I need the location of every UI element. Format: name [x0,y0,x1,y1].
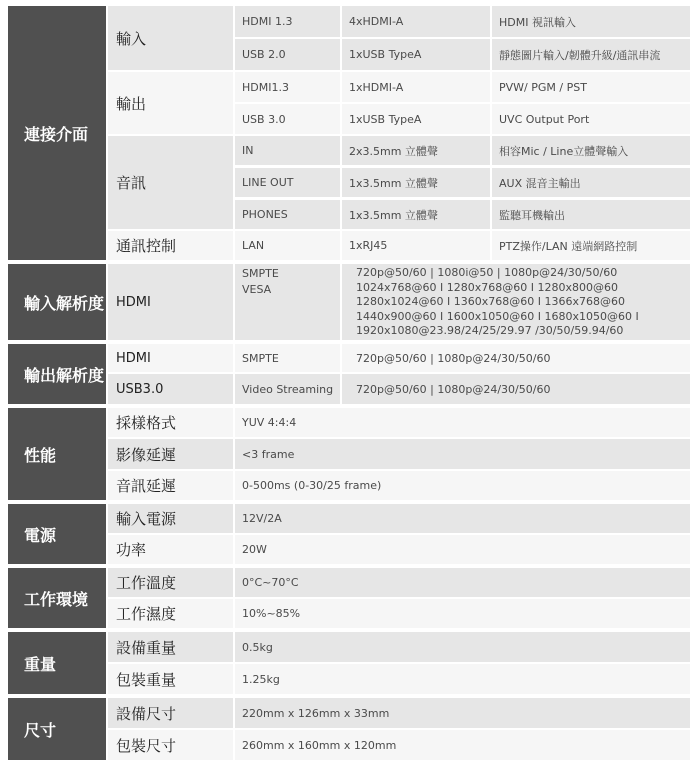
value-video-latency: <3 frame [235,439,690,469]
label-device-weight: 設備重量 [108,632,233,662]
port-usb30: USB 3.0 [235,104,340,134]
label-hdmi-output-res: HDMI [108,344,233,372]
desc-phones: 監聽耳機輸出 [492,200,690,229]
port-hdmi13: HDMI 1.3 [235,6,340,37]
label-hdmi-input-res: HDMI [108,264,233,340]
port-phones: PHONES [235,200,340,229]
desc-audio-in: 相容Mic / Line立體聲輸入 [492,136,690,165]
label-output: 輸出 [108,72,233,134]
input-res-standards [235,264,340,340]
port-lan: LAN [235,231,340,260]
desc-usb-out: UVC Output Port [492,104,690,134]
qty-usb-in: 1xUSB TypeA [342,39,490,70]
label-control: 通訊控制 [108,231,233,260]
value-package-weight: 1.25kg [235,664,690,694]
category-dimensions: 尺寸 [8,698,106,760]
input-res-line: 720p@50/60 | 1080i@50 | 1080p@24/30/50/60 [356,266,618,279]
qty-hdmi-in: 4xHDMI-A [342,6,490,37]
output-res-value-hdmi: 720p@50/60 | 1080p@24/30/50/60 [342,344,690,372]
input-res-line: 1440x900@60 I 1600x1050@60 I 1680x1050@60 I [356,309,639,323]
value-sampling: YUV 4:4:4 [235,408,690,437]
category-connectivity: 連接介面 [8,6,106,260]
category-input-resolution: 輸入解析度 [8,264,106,340]
label-audio: 音訊 [108,136,233,229]
desc-line-out: AUX 混音主輸出 [492,168,690,197]
value-humidity: 10%~85% [235,599,690,628]
desc-hdmi-in: HDMI 視訊輸入 [492,6,690,37]
value-package-size: 260mm x 160mm x 120mm [235,730,690,760]
qty-line-out: 1x3.5mm 立體聲 [342,168,490,197]
desc-hdmi-out: PVW/ PGM / PST [492,72,690,102]
desc-usb-in: 靜態圖片輸入/韌體升級/通訊串流 [492,39,690,70]
label-usb-output-res: USB3.0 [108,374,233,404]
qty-audio-in: 2x3.5mm 立體聲 [342,136,490,165]
qty-lan: 1xRJ45 [342,231,490,260]
port-usb20: USB 2.0 [235,39,340,70]
label-package-weight: 包裝重量 [108,664,233,694]
standard-smpte: SMPTE [242,267,279,280]
input-res-line: 1024x768@60 I 1280x768@60 I 1280x800@60 [356,280,618,294]
category-output-resolution: 輸出解析度 [8,344,106,404]
value-power-consumption: 20W [235,535,690,564]
category-environment: 工作環境 [8,568,106,628]
label-audio-latency: 音訊延遲 [108,471,233,500]
value-power-input: 12V/2A [235,504,690,533]
port-hdmi-out: HDMI1.3 [235,72,340,102]
category-performance: 性能 [8,408,106,500]
input-res-line: 1280x1024@60 I 1360x768@60 I 1366x768@60 [356,295,625,308]
qty-usb-out: 1xUSB TypeA [342,104,490,134]
output-res-standard-usb: Video Streaming [235,374,340,404]
port-audio-in: IN [235,136,340,165]
output-res-value-usb: 720p@50/60 | 1080p@24/30/50/60 [342,374,690,404]
label-device-size: 設備尺寸 [108,698,233,728]
port-line-out: LINE OUT [235,168,340,197]
input-res-list [342,264,690,340]
label-package-size: 包裝尺寸 [108,730,233,760]
label-power-consumption: 功率 [108,535,233,564]
label-power-input: 輸入電源 [108,504,233,533]
label-input: 輸入 [108,6,233,70]
qty-hdmi-out: 1xHDMI-A [342,72,490,102]
label-sampling: 採樣格式 [108,408,233,437]
label-temperature: 工作溫度 [108,568,233,597]
label-humidity: 工作濕度 [108,599,233,628]
qty-phones: 1x3.5mm 立體聲 [342,200,490,229]
value-temperature: 0°C~70°C [235,568,690,597]
label-video-latency: 影像延遲 [108,439,233,469]
category-weight: 重量 [8,632,106,694]
value-device-weight: 0.5kg [235,632,690,662]
desc-lan: PTZ操作/LAN 遠端網路控制 [492,231,690,260]
input-res-line: 1920x1080@23.98/24/25/29.97 /30/50/59.94/60 [356,324,624,337]
category-power: 電源 [8,504,106,564]
value-device-size: 220mm x 126mm x 33mm [235,698,690,728]
output-res-standard-hdmi: SMPTE [235,344,340,372]
value-audio-latency: 0-500ms (0-30/25 frame) [235,471,690,500]
standard-vesa: VESA [242,283,272,296]
